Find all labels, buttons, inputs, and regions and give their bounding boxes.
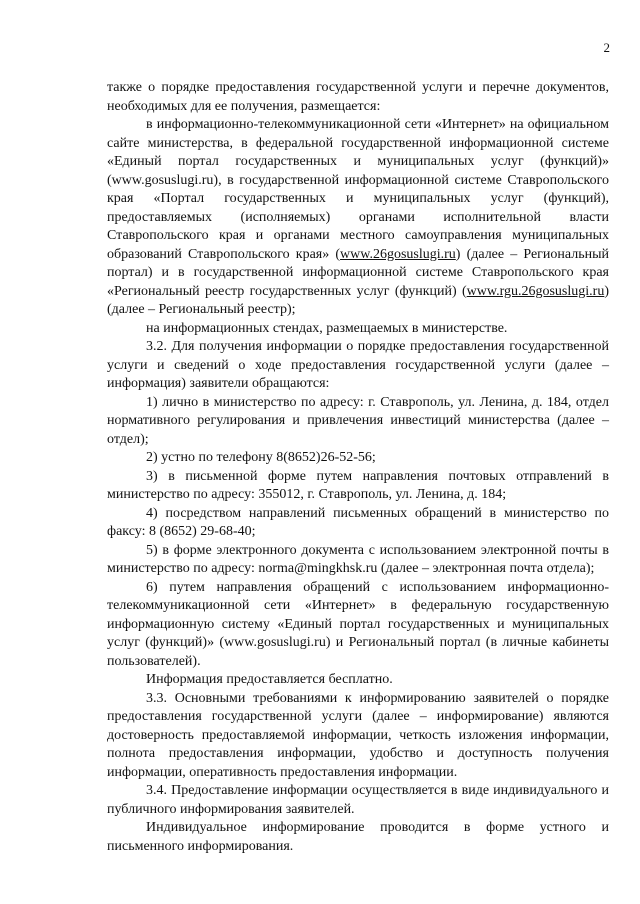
paragraph: также о порядке предоставления государственной услуги и перечне документов, необходимых для ее получения, размещается: — [107, 80, 609, 114]
paragraph-text: ) (далее – Региональный реестр); — [107, 283, 609, 317]
paragraph: 2) устно по телефону 8(8652)26-52-56; — [146, 450, 376, 465]
paragraph: 3) в письменной форме путем направления почтовых отправлений в министерство по адресу: 355012, г. Ставрополь, ул. Ленина, д. 184; — [107, 468, 609, 502]
paragraph: Индивидуальное информирование проводится в форме устного и письменного информирования. — [107, 820, 609, 854]
page-number: 2 — [603, 40, 610, 55]
paragraph: 3.2. Для получения информации о порядке предоставления государственной услуги и сведений о ходе предоставления государственной услуги (далее – информация) заявители обращаются: — [107, 339, 609, 391]
paragraph-text: в информационно-телекоммуникационной сети «Интернет» на официальном сайте министерства, в федеральной государственной информационной системе «Единый портал государственных и муниципальных услуг (функций)» (www.gosuslugi.ru), в государственной информационной системе Ставропольского края «Портал государственных и муниципальных услуг (функций), предоставляемых (исполняемых) органами исполнительной власти Ставропольского края и органами местного самоуправления муниципальных образований Ставропольского края» ( — [107, 117, 609, 262]
paragraph: 3.3. Основными требованиями к информированию заявителей о порядке предоставления государственной услуги (далее – информирование) являются достоверность предоставляемой информации, четкость изложения информации, полнота предоставления информации, удобство и доступность получения информации, оперативность предоставления информации. — [107, 690, 609, 780]
paragraph-text: ) (далее – Региональный портал) и в государственной информационной системе Ставропольского края «Региональный реестр государственных услуг (функций) ( — [107, 246, 609, 299]
paragraph: 5) в форме электронного документа с использованием электронной почты в министерство по адресу: norma@mingkhsk.ru (далее – электронная почта отдела); — [107, 542, 609, 576]
document-body — [107, 79, 609, 856]
paragraph: 1) лично в министерство по адресу: г. Ставрополь, ул. Ленина, д. 184, отдел нормативного регулирования и привлечения инвестиций министерства (далее – отдел); — [107, 394, 609, 447]
paragraph: 3.4. Предоставление информации осуществляется в виде индивидуального и публичного информирования заявителей. — [107, 783, 609, 817]
paragraph: 6) путем направления обращений с использованием информационно-телекоммуникационной сети «Интернет» в федеральную государственную информационную систему «Единый портал государственных и муниципальных услуг (функций)» (www.gosuslugi.ru) и Региональный портал (в личные кабинеты пользователей). — [107, 579, 609, 669]
paragraph: 4) посредством направлений письменных обращений в министерство по факсу: 8 (8652) 29-68-40; — [107, 505, 609, 539]
paragraph: на информационных стендах, размещаемых в министерстве. — [146, 320, 508, 336]
regional-registry-link[interactable]: www.rgu.26gosuslugi.ru — [466, 283, 605, 299]
paragraph: Информация предоставляется бесплатно. — [146, 672, 393, 687]
regional-portal-link[interactable]: www.26gosuslugi.ru — [340, 246, 456, 262]
paragraph — [107, 116, 609, 320]
